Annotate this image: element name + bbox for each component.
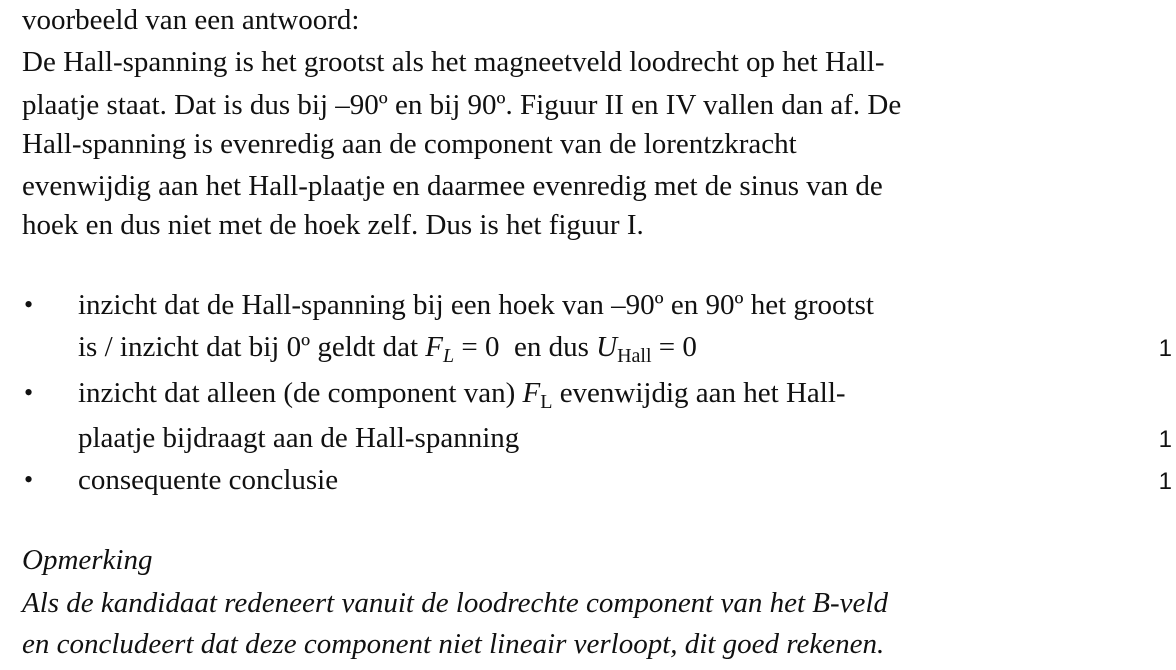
- score-value: 1: [1158, 335, 1172, 362]
- force-symbol: F: [522, 377, 541, 409]
- remark-heading: Opmerking: [22, 544, 153, 576]
- force-equation: = 0: [454, 331, 500, 363]
- scoring-item-text-mid: en dus: [499, 331, 597, 363]
- bullet-icon: •: [24, 290, 34, 319]
- answer-line: Hall-spanning is evenredig aan de component van de lorentzkracht: [22, 128, 797, 160]
- score-value: 1: [1158, 426, 1172, 453]
- scoring-item-text: plaatje bijdraagt aan de Hall-spanning: [78, 422, 520, 454]
- voltage-symbol: U: [596, 331, 618, 363]
- remark-line: en concludeert dat deze component niet lineair verloopt, dit goed rekenen.: [22, 628, 885, 660]
- force-subscript: L: [442, 345, 455, 367]
- force-subscript: L: [540, 391, 553, 413]
- score-value: 1: [1158, 468, 1172, 495]
- scoring-item-text-suffix: evenwijdig aan het Hall-: [552, 377, 846, 409]
- scoring-item-text-prefix: is / inzicht dat bij 0º geldt dat: [78, 331, 426, 363]
- intro-heading: voorbeeld van een antwoord:: [22, 4, 360, 36]
- answer-line: hoek en dus niet met de hoek zelf. Dus is het figuur I.: [22, 209, 644, 241]
- force-symbol: F: [425, 331, 443, 363]
- scoring-item-text: [78, 329, 697, 365]
- answer-line: evenwijdig aan het Hall-plaatje en daarmee evenredig met de sinus van de: [22, 170, 883, 202]
- bullet-icon: •: [24, 465, 34, 494]
- remark-line: Als de kandidaat redeneert vanuit de loodrechte component van het B-veld: [22, 587, 888, 619]
- scoring-item-text: consequente conclusie: [78, 464, 339, 496]
- scoring-item-text: [78, 375, 846, 411]
- voltage-equation: = 0: [651, 331, 697, 363]
- bullet-icon: •: [24, 378, 34, 407]
- scoring-item-text-prefix: inzicht dat alleen (de component van): [78, 377, 523, 409]
- answer-line: De Hall-spanning is het grootst als het magneetveld loodrecht op het Hall-: [22, 46, 885, 78]
- answer-line: plaatje staat. Dat is dus bij –90º en bij 90º. Figuur II en IV vallen dan af. De: [22, 89, 902, 121]
- voltage-subscript: Hall: [617, 345, 652, 367]
- scoring-item-text: inzicht dat de Hall-spanning bij een hoek van –90º en 90º het grootst: [78, 289, 874, 321]
